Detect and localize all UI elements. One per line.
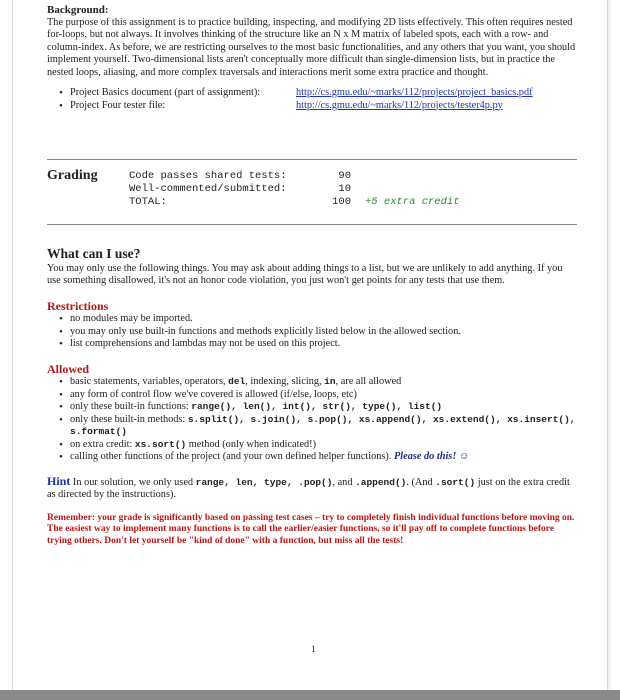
hint-label: Hint — [47, 473, 71, 488]
list-item — [59, 87, 577, 100]
list-item — [59, 414, 577, 439]
emphasis-text: Please do this! — [393, 451, 457, 462]
item-text: on extra credit: — [70, 438, 135, 450]
grading-title: Grading — [47, 168, 98, 183]
table-row — [129, 170, 460, 183]
code-del: del — [228, 376, 246, 387]
item-text: , are all allowed — [335, 376, 402, 387]
item-text: only these built-in methods: — [70, 413, 188, 425]
links-list — [47, 87, 577, 112]
grade-label: Well-commented/submitted: — [129, 183, 287, 195]
code-sort: xs.sort() — [134, 438, 187, 450]
allowed-heading: Allowed — [47, 361, 89, 376]
item-text: , indexing, slicing, — [245, 376, 325, 387]
extra-credit-note: +5 extra credit — [365, 196, 460, 208]
hint-code: .sort() — [435, 476, 476, 488]
smiley-icon: ☺ — [458, 451, 470, 462]
background-paragraph: The purpose of this assignment is to practice building, inspecting, and modifying 2D lists effectively. This often requires nested for-loops, but not always. It involves thinking of the structure like an N x M matrix of labeled spots, each with a row- and column-index. As before, we are restricting ourselves to the most basic functionalities, and any others that you want, you should implement yourself. Two-dimensional lists aren't conceptually more difficult than single-dimension lists, but in practice the nested loops, aliasing, and more complex traversals and interactions merit some extra practice and thought. — [47, 16, 576, 78]
list-item — [59, 401, 577, 414]
allowed-list — [47, 376, 577, 464]
grade-label: Code passes shared tests: — [129, 170, 287, 182]
hint-paragraph — [47, 475, 577, 502]
restrictions-heading: Restrictions — [47, 298, 109, 313]
remember-note: Remember: your grade is significantly based on passing test cases – try to completely finish individual functions before moving on. The easiest way to implement many functions is to call the earlier/easier functions, so it'll pay off to complete functions before trying others. Don't let yourself be "kind of done" with a function, but miss all the tests! — [47, 512, 575, 546]
project-basics-link[interactable]: http://cs.gmu.edu/~marks/112/projects/project_basics.pdf — [296, 87, 533, 98]
page-bottom-edge — [0, 690, 620, 700]
hint-text: . (And — [406, 476, 436, 488]
list-item: • list comprehensions and lambdas may not be used on this project. — [59, 338, 577, 351]
what-can-i-use-section — [47, 248, 577, 547]
background-heading: Background: — [47, 4, 109, 16]
grading-section — [47, 159, 577, 225]
tester-file-link[interactable]: http://cs.gmu.edu/~marks/112/projects/tester4p.py — [296, 99, 503, 111]
restrictions-list — [47, 313, 577, 351]
link-label: • Project Basics document (part of assignment): — [70, 87, 261, 98]
code-functions: range(), len(), int(), str(), type(), list() — [191, 401, 443, 412]
hint-text: , and — [332, 476, 356, 488]
list-item: • you may only use built-in functions and methods explicitly listed below in the allowed section. — [59, 326, 577, 339]
grade-value: 10 — [338, 183, 351, 195]
table-row — [129, 183, 460, 196]
item-text: method (only when indicated!) — [186, 438, 317, 450]
grade-value: 100 — [332, 196, 351, 208]
item-text: calling other functions of the project (and your own defined helper functions). — [70, 451, 394, 462]
document-content — [47, 4, 577, 655]
page-number: 1 — [311, 645, 316, 655]
item-text: basic statements, variables, operators, — [70, 376, 229, 387]
item-text: only these built-in functions: — [70, 401, 192, 412]
table-row — [129, 196, 460, 209]
what-paragraph: You may only use the following things. You may ask about adding things to a list, but we are unlikely to add anything. If you use something disallowed, it's not an honor code violation, you just won't get points for any tests that use them. — [47, 262, 563, 286]
grade-value: 90 — [338, 170, 351, 182]
list-item — [59, 376, 577, 389]
list-item — [59, 100, 577, 113]
code-in: in — [324, 376, 336, 387]
list-item: • no modules may be imported. — [59, 313, 577, 326]
list-item — [59, 439, 577, 452]
list-item — [59, 451, 577, 464]
grading-table — [129, 170, 460, 209]
link-label: • Project Four tester file: — [70, 99, 166, 111]
grade-label: TOTAL: — [129, 196, 167, 208]
hint-text: just on the extra credit as directed by the instructions). — [47, 476, 570, 500]
hint-code: range, len, type, .pop() — [195, 476, 333, 488]
what-heading: What can I use? — [47, 246, 141, 261]
hint-text: In our solution, we only used — [70, 476, 196, 488]
list-item: • any form of control flow we've covered is allowed (if/else, loops, etc) — [59, 389, 577, 402]
code-methods: s.split(), s.join(), s.pop(), xs.append(), xs.extend(), xs.insert(), s.format() — [70, 413, 576, 437]
hint-code: .append() — [355, 476, 407, 488]
